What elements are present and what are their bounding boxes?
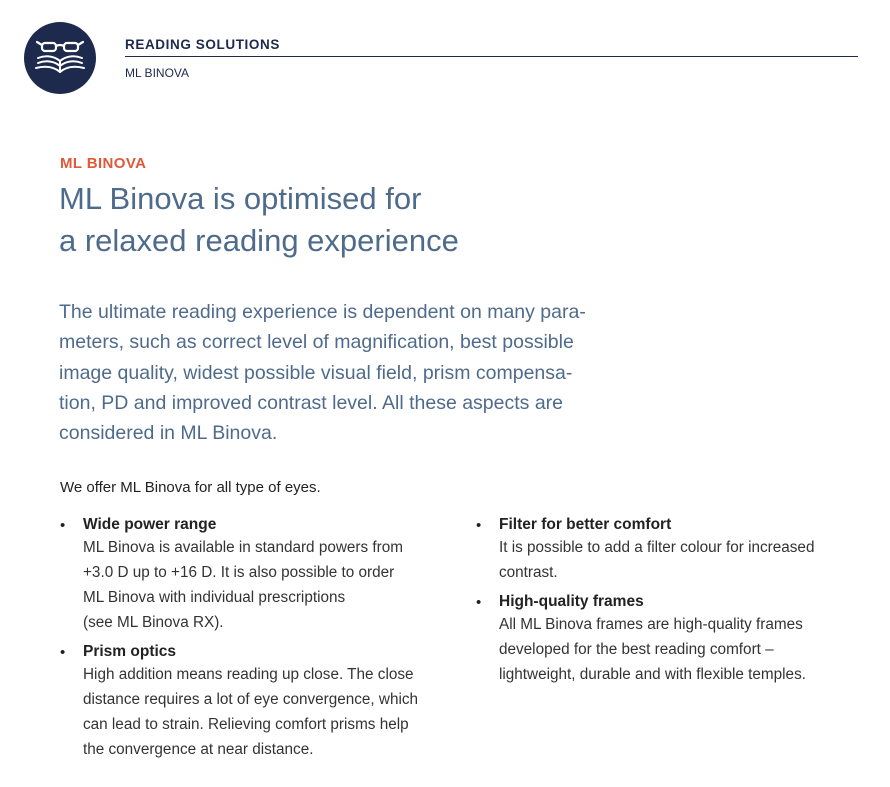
feature-list-right [476, 514, 866, 693]
section-subtitle: ML BINOVA [125, 66, 190, 80]
headline-line: a relaxed reading experience [59, 223, 459, 258]
feature-wide-power-range [60, 514, 450, 635]
feature-line: lightweight, durable and with flexible temples. [499, 666, 806, 683]
feature-body [83, 662, 450, 762]
feature-body [83, 535, 450, 635]
bullet: • [60, 517, 66, 534]
offer-text: We offer ML Binova for all type of eyes. [60, 479, 321, 496]
intro-line: meters, such as correct level of magnification, best possible [59, 331, 574, 354]
feature-line: developed for the best reading comfort – [499, 641, 774, 658]
feature-line: ML Binova is available in standard powers from [83, 539, 403, 556]
feature-line: It is possible to add a filter colour for increased [499, 539, 815, 556]
feature-body [499, 535, 866, 585]
intro-paragraph [59, 297, 586, 448]
feature-body [499, 612, 866, 687]
feature-line: the convergence at near distance. [83, 741, 314, 758]
feature-title: High-quality frames [499, 593, 644, 610]
bullet: • [476, 594, 482, 611]
feature-line: +3.0 D up to +16 D. It is also possible to order [83, 564, 395, 581]
feature-line: (see ML Binova RX). [83, 614, 224, 631]
feature-title: Wide power range [83, 516, 217, 533]
feature-line: High addition means reading up close. The close [83, 666, 414, 683]
bullet: • [476, 517, 482, 534]
feature-line: distance requires a lot of eye convergence, which [83, 691, 419, 708]
intro-line: image quality, widest possible visual field, prism compensa- [59, 361, 573, 384]
feature-line: contrast. [499, 564, 558, 581]
headline-line: ML Binova is optimised for [59, 181, 422, 216]
section-title: READING SOLUTIONS [125, 37, 280, 52]
kicker-label: ML BINOVA [60, 155, 147, 172]
feature-filter [476, 514, 866, 585]
feature-line: can lead to strain. Relieving comfort prisms help [83, 716, 409, 733]
intro-line: tion, PD and improved contrast level. All these aspects are [59, 391, 564, 414]
feature-title: Prism optics [83, 643, 177, 660]
feature-line: All ML Binova frames are high-quality frames [499, 616, 803, 633]
logo [24, 22, 96, 94]
intro-line: The ultimate reading experience is dependent on many para- [59, 301, 586, 323]
page-headline [59, 178, 459, 262]
feature-list-left [60, 514, 450, 768]
feature-line: ML Binova with individual prescriptions [83, 589, 346, 606]
section-divider [125, 56, 858, 57]
bullet: • [60, 644, 66, 661]
feature-prism-optics [60, 641, 450, 762]
reading-glasses-book-icon [24, 22, 96, 94]
feature-frames [476, 591, 866, 687]
feature-title: Filter for better comfort [499, 516, 672, 533]
intro-line: considered in ML Binova. [59, 422, 278, 445]
